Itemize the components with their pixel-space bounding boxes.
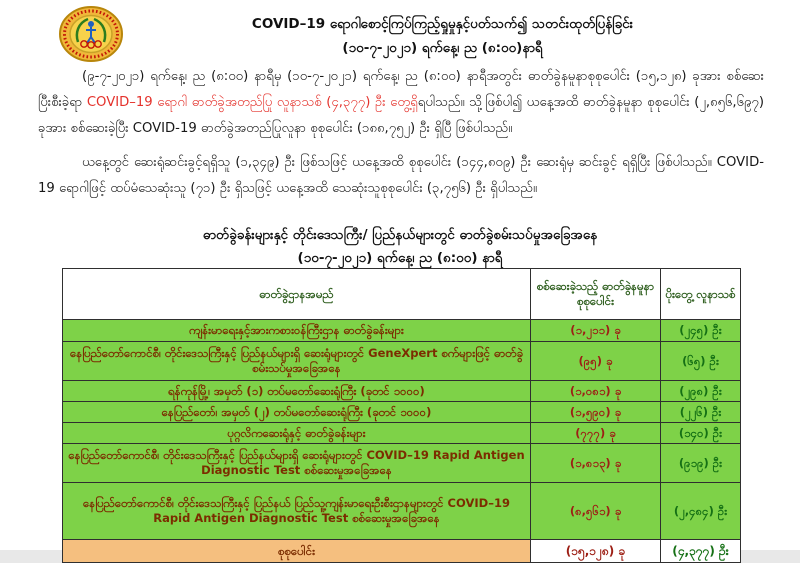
table-row-rdt-public-health: [63, 483, 741, 540]
table-total-row: [63, 540, 741, 563]
row-samples-value: (၁,၈၁၃) ခု: [531, 444, 661, 483]
row-samples-value: (၁,၀၈၁) ခု: [531, 381, 661, 402]
document-title: [140, 12, 745, 60]
table-row-naypyitaw-military-hospital: [63, 402, 741, 423]
document-title-line2: (၁၀-၇-၂၀၂၁) ရက်နေ့၊ ည (၈:၀၀)နာရီ: [342, 40, 543, 56]
row-positives-value: (၂၄၅) ဦး: [661, 320, 741, 342]
row-samples-value: (၁,၂၁၁) ခု: [531, 320, 661, 342]
row-positives-value: (၂၉၈) ဦး: [661, 381, 741, 402]
row-positives-value: (၆၅) ဦး: [661, 342, 741, 381]
row-samples-value: (၈,၅၆၁) ခု: [531, 483, 661, 540]
p1-new-cases-highlight: COVID–19 ရောဂါ ဓာတ်ခွဲအတည်ပြု လူနာသစ် (၄,၃၇၇) ဦး တွေ့ရှိ: [86, 95, 418, 110]
table-row-rdt-hospitals: [63, 444, 741, 483]
total-positives-value: (၄,၃၇၇) ဦး: [661, 540, 741, 563]
document-title-line1: COVID–19 ရောဂါစောင့်ကြပ်ကြည့်ရှုမှုနှင့်ပတ်သက်၍ သတင်းထုတ်ပြန်ခြင်း: [251, 16, 634, 32]
table-row-moh-labs: [63, 320, 741, 342]
row-positives-value: (၉၁၉) ဦး: [661, 444, 741, 483]
row-label: နေပြည်တော်ကောင်စီ၊ တိုင်းဒေသကြီးနှင့် ပြည်နယ် ပြည်သူ့ကျန်းမာရေးဦးစီးဌာနများတွင် COVID–19 Rapid Antigen Diagnostic Test စစ်ဆေးမှုအခြေအနေ: [63, 483, 531, 540]
row-label: ရန်ကုန်မြို့၊ အမှတ် (၁) တပ်မတော်ဆေးရုံကြီး (ခုတင် ၁၀၀၀): [63, 381, 531, 402]
lab-testing-table: [62, 268, 741, 563]
table-row-private-hospitals: [63, 423, 741, 444]
col-header-new-positives: ပိုးတွေ့ လူနာသစ်: [661, 269, 741, 320]
table-row-genexpert: [63, 342, 741, 381]
row-samples-value: (၁,၅၉၀) ခု: [531, 402, 661, 423]
row-positives-value: (၂၂၆) ဦး: [661, 402, 741, 423]
ministry-of-health-logo-icon: [58, 6, 124, 62]
p1-text-start: (၉-၇-၂၀၂၁) ရက်နေ့၊ ည (၈:၀၀) နာရီမှ (၁၀-၇-၂၀၂၁) ရက်နေ့၊ ည (၈:၀၀) နာရီအတွင်း ဓာတ်ခွဲနမူနာစုစုပေါင်း (၁၅,၁၂၈) ခုအား စစ်ဆေးပြီးစီးခဲ့ရာ: [38, 69, 764, 110]
table-row-yangon-military-hospital: [63, 381, 741, 402]
row-positives-value: (၁၄၀) ဦး: [661, 423, 741, 444]
row-label: နေပြည်တော်ကောင်စီ၊ တိုင်းဒေသကြီးနှင့် ပြည်နယ်များရှိ ဆေးရုံများတွင် COVID–19 Rapid Antigen Diagnostic Test စစ်ဆေးမှုအခြေအနေ: [63, 444, 531, 483]
col-header-lab-name: ဓာတ်ခွဲဌာနအမည်: [63, 269, 531, 320]
table-header-row: [63, 269, 741, 320]
row-label: နေပြည်တော်ကောင်စီ၊ တိုင်းဒေသကြီးနှင့် ပြည်နယ်များရှိ ဆေးရုံများတွင် GeneXpert စက်များဖြင့် ဓာတ်ခွဲစမ်းသပ်မှုအခြေအနေ: [63, 342, 531, 381]
summary-paragraph-discharge-deaths: ယနေ့တွင် ဆေးရုံဆင်းခွင့်ရရှိသူ (၁,၃၄၉) ဦး ဖြစ်သဖြင့် ယနေ့အထိ စုစုပေါင်း (၁၄၄,၈၀၉) ဦး ဆေးရုံမှ ဆင်းခွင့် ရရှိပြီး ဖြစ်ပါသည်။ COVID-19 ရောဂါဖြင့် ထပ်မံသေဆုံးသူ (၇၁) ဦး ရှိသဖြင့် ယနေ့အထိ သေဆုံးသူစုစုပေါင်း (၃,၇၅၆) ဦး ရှိပါသည်။: [38, 155, 764, 196]
row-samples-value: (၇၇၇) ခု: [531, 423, 661, 444]
table-title-line1: ဓာတ်ခွဲခန်းများနှင့် တိုင်းဒေသကြီး/ ပြည်နယ်များတွင် ဓာတ်ခွဲစမ်းသပ်မှုအခြေအနေ: [202, 227, 598, 243]
row-samples-value: (၉၅) ခု: [531, 342, 661, 381]
p1-text-end: ရပါသည်။ သို့ဖြစ်ပါ၍ ယနေ့အထိ ဓာတ်ခွဲနမူနာ စုစုပေါင်း (၂,၈၅၆,၆၉၇) ခုအား စစ်ဆေးခဲ့ပြီး COVID-19 ဓာတ်ခွဲအတည်ပြုလူနာ စုစုပေါင်း (၁၈၈,၇၅၂) ဦး ရှိပြီ ဖြစ်ပါသည်။: [38, 95, 764, 136]
table-title: [0, 224, 800, 270]
row-label: ပုဂ္ဂလိကဆေးရုံနှင့် ဓာတ်ခွဲခန်းများ: [63, 423, 531, 444]
row-positives-value: (၂,၄၈၄) ဦး: [661, 483, 741, 540]
col-header-samples-tested: စစ်ဆေးခဲ့သည့် ဓာတ်ခွဲနမူနာ စုစုပေါင်း: [531, 269, 661, 320]
table-title-line2: (၁၀-၇-၂၀၂၁) ရက်နေ့၊ ည (၈:၀၀) နာရီ: [297, 250, 503, 266]
row-label: နေပြည်တော်၊ အမှတ် (၂) တပ်မတော်ဆေးရုံကြီး (ခုတင် ၁၀၀၀): [63, 402, 531, 423]
total-label: စုစုပေါင်း: [63, 540, 531, 563]
row-label: ကျန်းမာရေးနှင့်အားကစားဝန်ကြီးဌာန ဓာတ်ခွဲခန်းများ: [63, 320, 531, 342]
total-samples-value: (၁၅,၁၂၈) ခု: [531, 540, 661, 563]
summary-paragraph-testing: [38, 64, 764, 142]
